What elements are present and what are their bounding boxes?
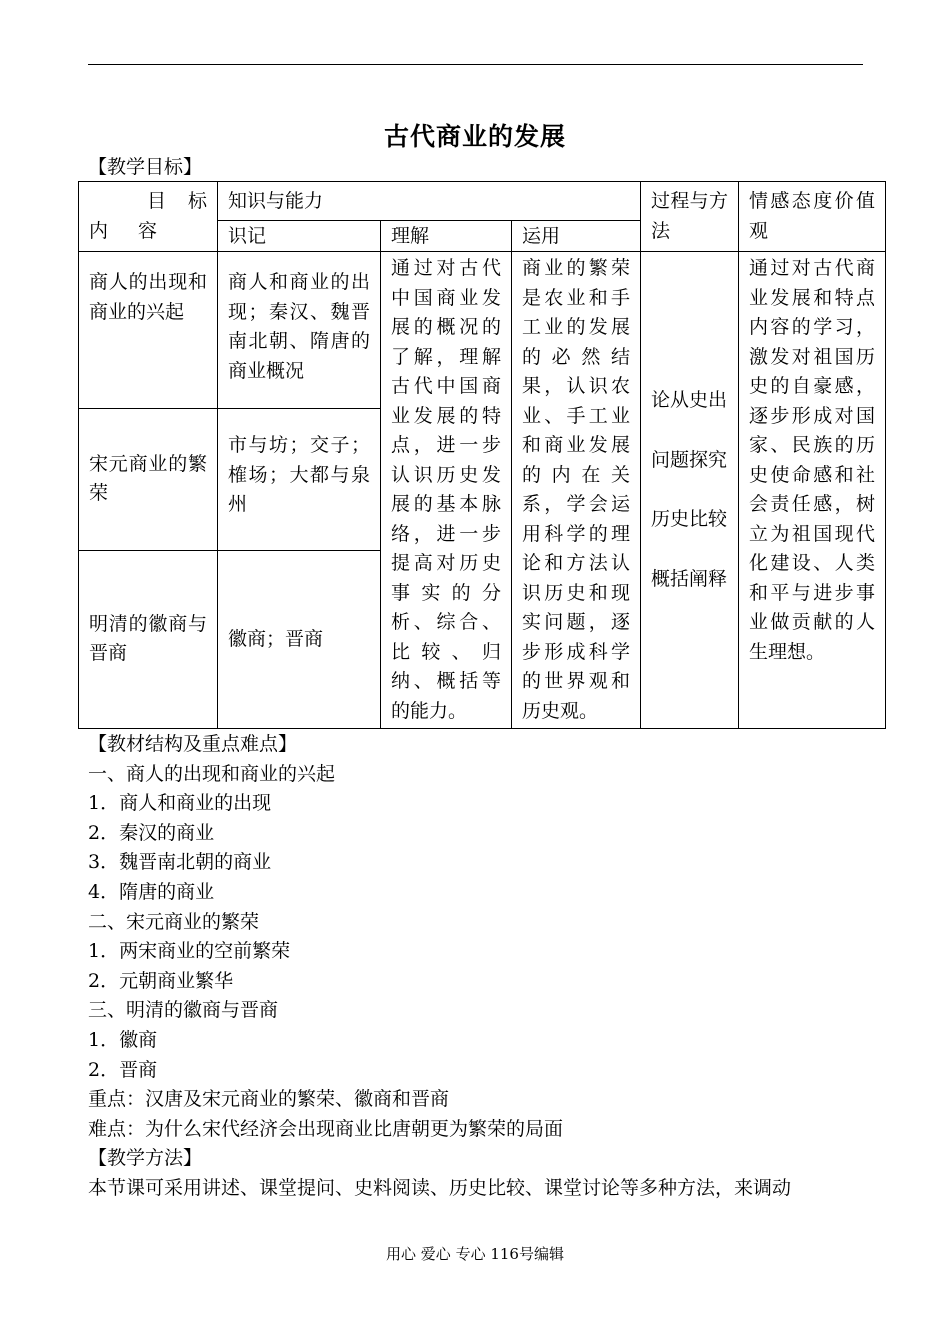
difficult-points-line: 难点：为什么宋代经济会出现商业比唐朝更为繁荣的局面 xyxy=(88,1117,564,1140)
teaching-goals-table xyxy=(78,181,886,729)
understand-cell: 通过对古代中国商业发展的概况的了解，理解古代中国商业发展的特点，进一步认识历史发展的基本脉络，进一步提高对历史事实的分析、综合、比较、归纳、概括等的能力。 xyxy=(381,252,512,729)
section-heading-methods: 【教学方法】 xyxy=(88,1147,203,1170)
outline-line: 2．秦汉的商业 xyxy=(88,821,215,844)
methods-cell xyxy=(641,252,739,729)
outline-line: 3．魏晋南北朝的商业 xyxy=(88,851,272,874)
outline-line: 三、明清的徽商与晋商 xyxy=(88,999,279,1022)
outline-line: 1．两宋商业的空前繁荣 xyxy=(88,940,291,963)
outline-line: 二、宋元商业的繁荣 xyxy=(88,910,260,933)
corner-label-rong: 容 xyxy=(138,220,158,242)
header-rule xyxy=(88,64,863,65)
header-apply: 运用 xyxy=(512,220,641,252)
paragraph-line: 本节课可采用讲述、课堂提问、史料阅读、历史比较、课堂讨论等多种方法，来调动 xyxy=(88,1176,792,1199)
outline-line: 2．晋商 xyxy=(88,1058,158,1081)
body-text xyxy=(88,730,878,1204)
key-points-line: 重点：汉唐及宋元商业的繁荣、徽商和晋商 xyxy=(88,1088,450,1111)
header-knowledge: 知识与能力 xyxy=(218,182,641,221)
header-emotion: 情感态度价值观 xyxy=(739,182,886,252)
page-footer: 用心 爱心 专心 116号编辑 xyxy=(386,1245,564,1263)
content-cell-song-yuan: 宋元商业的繁荣 xyxy=(79,409,218,550)
apply-cell: 商业的繁荣是农业和手工业的发展的必然结果，认识农业、手工业和商业发展的内在关系，学会运用科学的理论和方法认识历史和现实问题，逐步形成科学的世界观和历史观。 xyxy=(512,252,641,729)
corner-header-cell xyxy=(79,182,218,252)
document-title: 古代商业的发展 xyxy=(383,122,566,151)
content-cell-rise: 商人的出现和商业的兴起 xyxy=(79,252,218,409)
outline-line: 1．徽商 xyxy=(88,1028,158,1051)
content-cell-ming-qing: 明清的徽商与晋商 xyxy=(79,550,218,728)
corner-label-mu: 目 xyxy=(146,190,166,212)
recall-cell-song-yuan: 市与坊；交子；榷场；大都与泉州 xyxy=(218,409,381,550)
recall-cell-ming-qing: 徽商；晋商 xyxy=(218,550,381,728)
method-item: 论从史出 xyxy=(651,389,728,411)
outline-line: 2．元朝商业繁华 xyxy=(88,969,234,992)
section-heading-goals: 【教学目标】 xyxy=(88,156,203,178)
method-item: 问题探究 xyxy=(651,448,728,471)
header-understand: 理解 xyxy=(381,220,512,252)
header-recall: 识记 xyxy=(218,220,381,252)
header-process: 过程与方法 xyxy=(641,182,739,252)
outline-line: 1．商人和商业的出现 xyxy=(88,792,272,815)
method-item: 历史比较 xyxy=(651,508,728,530)
corner-label-nei: 内 xyxy=(89,220,109,242)
emotion-cell: 通过对古代商业发展和特点内容的学习，激发对祖国历史的自豪感，逐步形成对国家、民族的历史使命感和社会责任感，树立为祖国现代化建设、人类和平与进步事业做贡献的人生理想。 xyxy=(739,252,886,729)
outline-line: 4．隋唐的商业 xyxy=(88,880,215,903)
method-item: 概括阐释 xyxy=(651,567,728,590)
corner-label-biao: 标 xyxy=(187,190,207,212)
outline-line: 一、商人的出现和商业的兴起 xyxy=(88,762,336,785)
section-heading-structure: 【教材结构及重点难点】 xyxy=(88,733,298,755)
recall-cell-rise: 商人和商业的出现；秦汉、魏晋南北朝、隋唐的商业概况 xyxy=(218,252,381,409)
